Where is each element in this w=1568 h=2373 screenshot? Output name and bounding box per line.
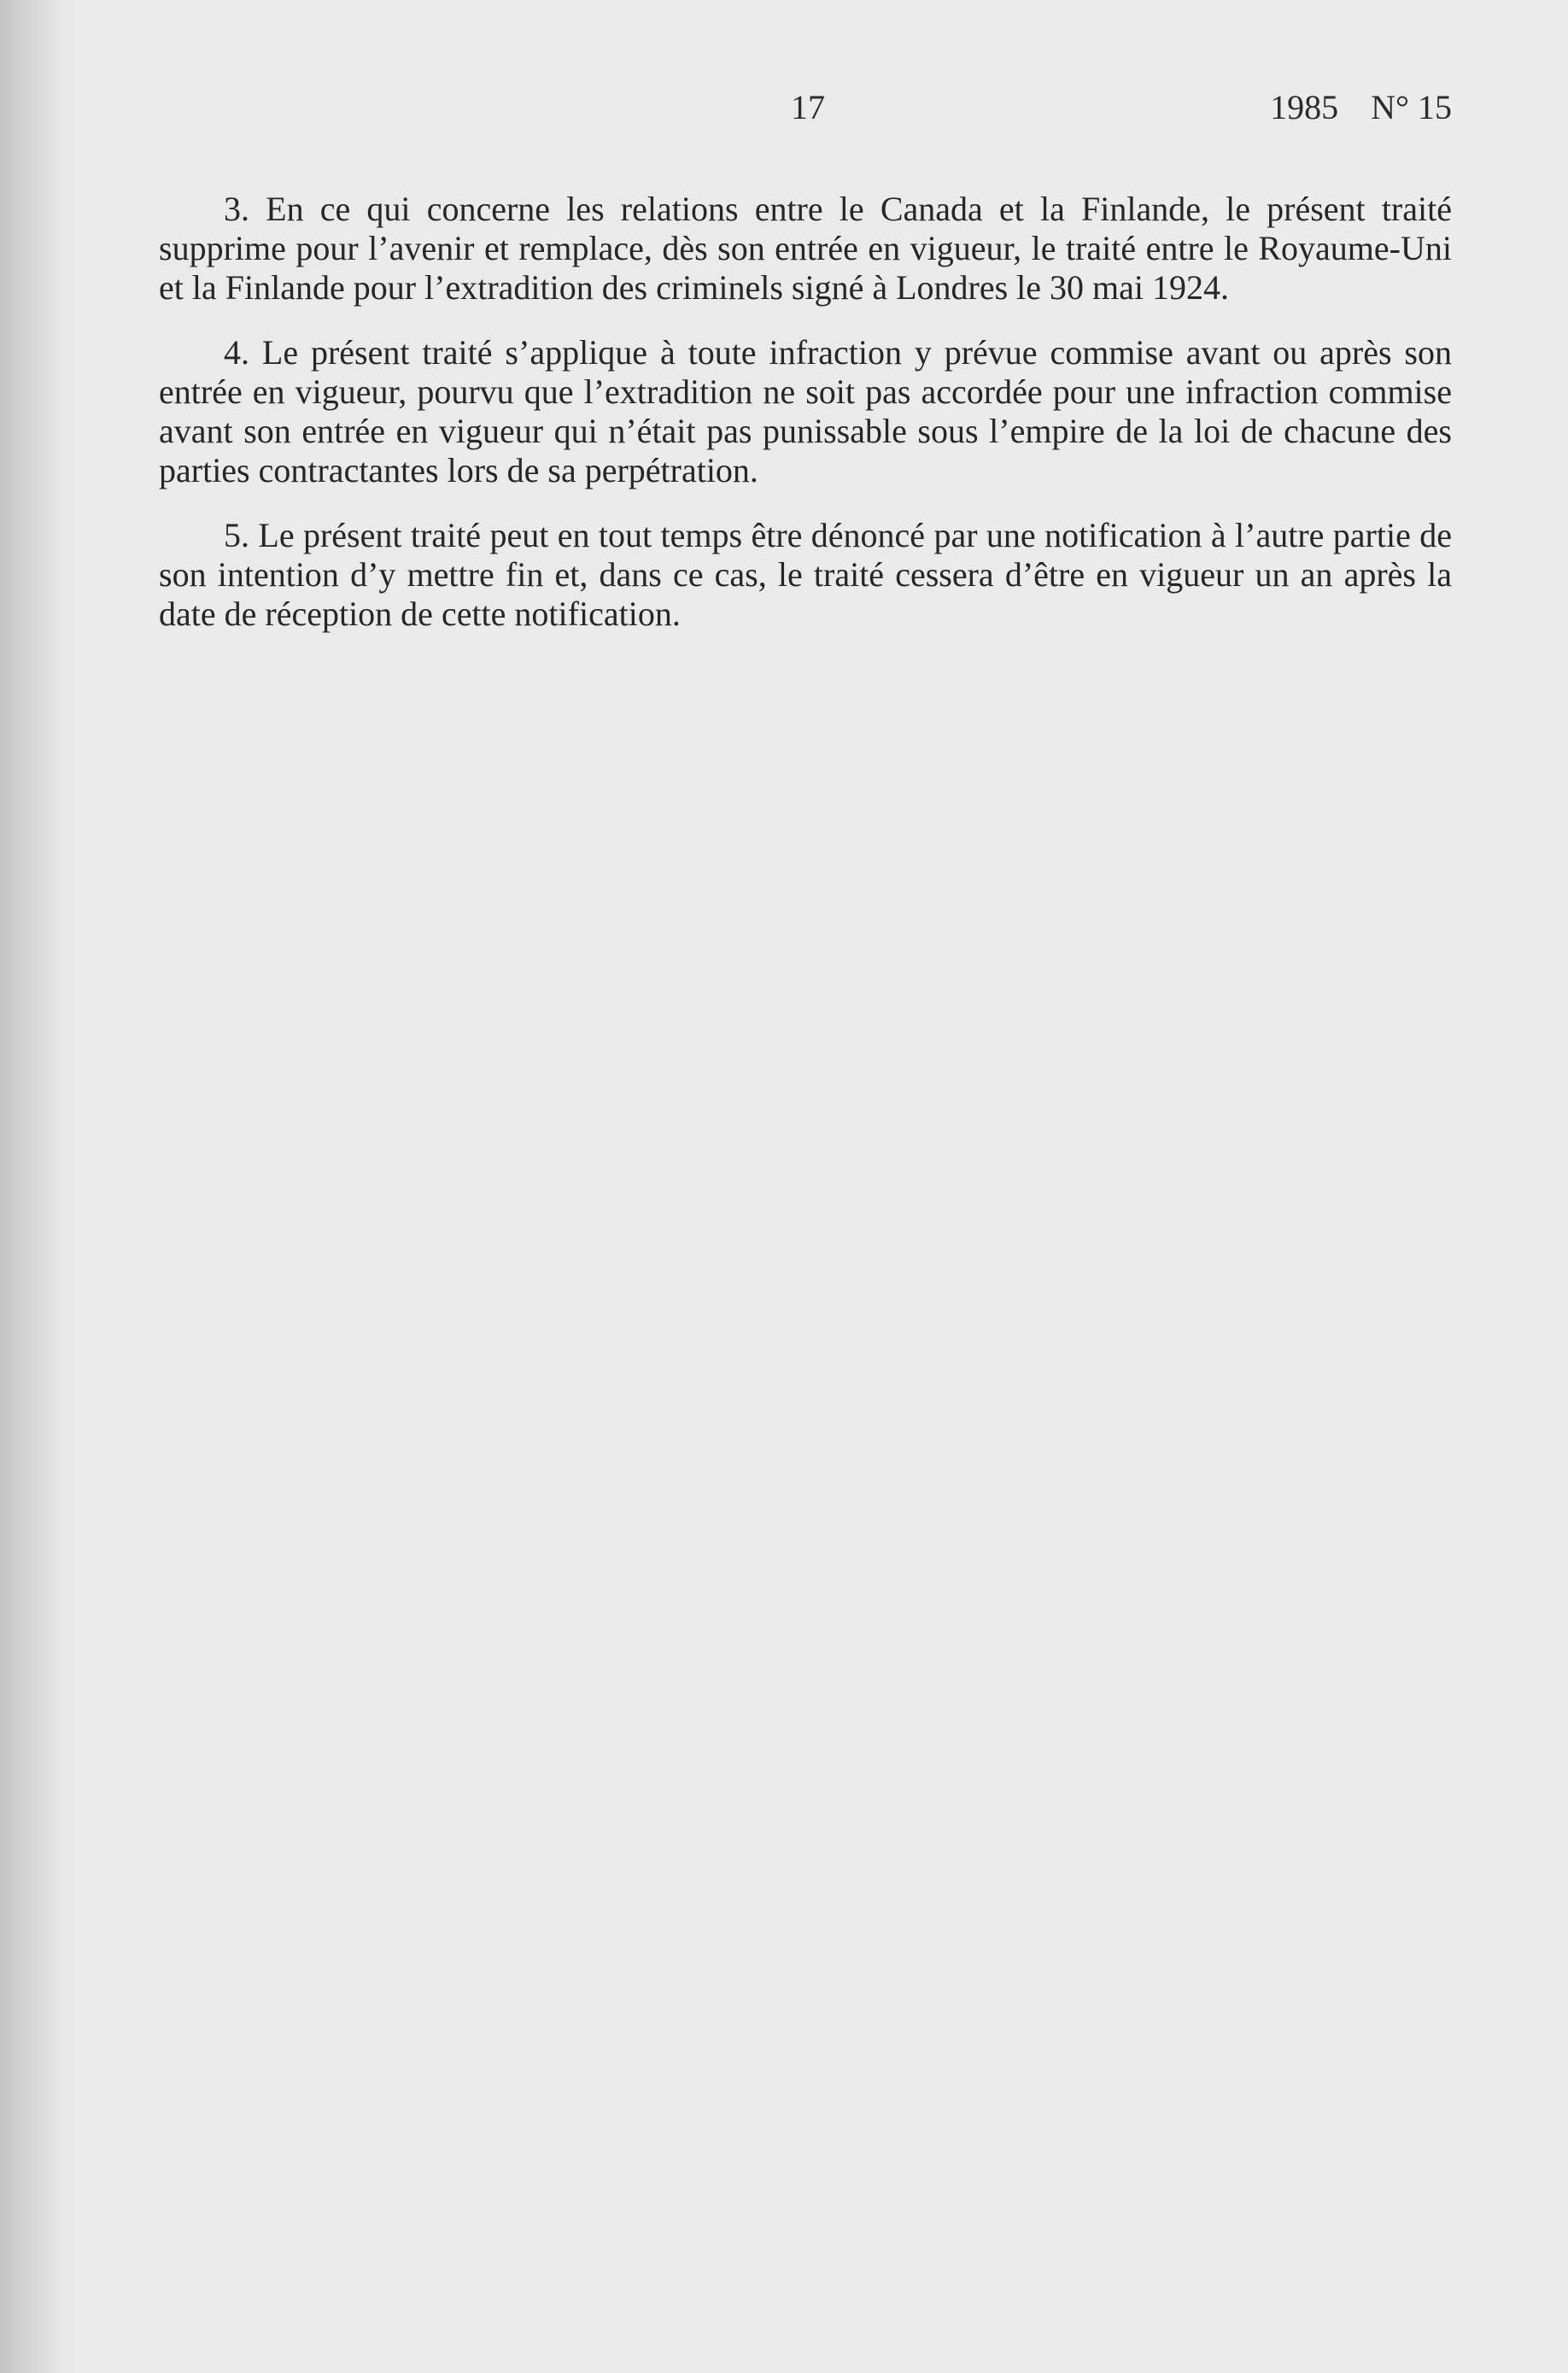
- paragraph-5: 5. Le présent traité peut en tout temps être dénoncé par une notification à l’autre partie de son intention d’y mettre fin et, dans ce cas, le traité cessera d’être en vigueur un an après la date de réception de cette notification.: [159, 516, 1452, 633]
- document-body: [159, 190, 1452, 659]
- header-year: 1985: [1270, 88, 1339, 126]
- paragraph-4: 4. Le présent traité s’applique à toute infraction y prévue commise avant ou après son entrée en vigueur, pourvu que l’extradition ne soit pas accordée pour une infraction commise avant son entrée en vigueur qui n’était pas punissable sous l’empire de la loi de chacune des parties contractantes lors de sa perpétration.: [159, 333, 1452, 489]
- header-citation: [1270, 87, 1452, 127]
- paragraph-3: 3. En ce qui concerne les relations entre le Canada et la Finlande, le présent traité supprime pour l’avenir et remplace, dès son entrée en vigueur, le traité entre le Royaume-Uni et la Finlande pour l’extradition des criminels signé à Londres le 30 mai 1924.: [159, 190, 1452, 307]
- page-number: 17: [791, 88, 825, 126]
- header-treaty-number: N° 15: [1371, 88, 1452, 126]
- page-header: [159, 87, 1452, 138]
- binding-gutter-shadow: [0, 0, 60, 2373]
